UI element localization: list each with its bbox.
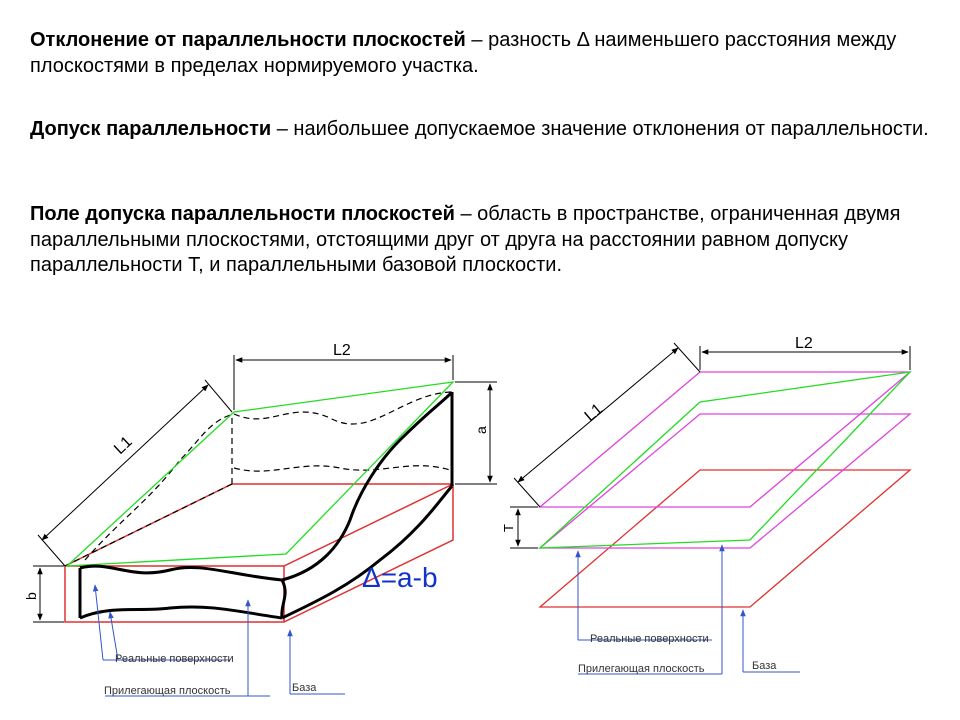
text-tolerance: – наибольшее допускаемое значение отклонения от параллельности. <box>271 118 929 140</box>
left-hidden-lines <box>65 392 450 566</box>
right-t-label: T <box>501 524 516 532</box>
left-leaders <box>95 585 345 696</box>
text-tolerance-zone: – область в пространстве, ограниченная двумя параллельными плоскостями, отстоящими друг от друга на расстоянии равном допуску параллельности Т, и параллельными базовой плоскости. <box>30 203 901 276</box>
left-adjacent-label: Прилегающая плоскость <box>104 685 231 697</box>
right-dim-l1 <box>514 343 700 507</box>
left-dim-l2 <box>234 342 453 410</box>
left-dim-l1 <box>38 380 232 566</box>
left-real-label: Реальные поверхности <box>115 653 234 665</box>
right-figure <box>501 335 910 675</box>
left-base-plane <box>65 484 453 622</box>
right-dim-t <box>501 507 538 548</box>
term-tolerance-zone: Поле допуска параллельности плоскостей <box>30 203 455 225</box>
left-dim-b <box>23 566 64 622</box>
left-a-label: a <box>473 426 489 434</box>
left-b-label: b <box>23 592 39 600</box>
left-dim-a <box>455 382 497 484</box>
right-leaders <box>578 545 800 674</box>
right-real-label: Реальные поверхности <box>590 633 709 645</box>
left-base-label: База <box>292 682 317 694</box>
left-adjacent-plane <box>67 382 453 566</box>
right-l1-label: L1 <box>581 400 607 426</box>
text-deviation: – разность Δ наименьшего расстояния между плоскостями в пределах нормируемого участка. <box>30 29 897 77</box>
right-adjacent-label: Прилегающая плоскость <box>578 663 705 675</box>
formula: Δ=a-b <box>362 562 438 593</box>
left-figure <box>23 342 497 697</box>
right-l2-label: L2 <box>795 335 813 352</box>
right-base-label: База <box>752 660 777 672</box>
right-dim-l2 <box>700 335 910 370</box>
term-tolerance: Допуск параллельности <box>30 118 272 140</box>
right-base-plane <box>540 470 910 607</box>
left-l2-label: L2 <box>333 342 351 359</box>
left-l1-label: L1 <box>111 433 136 458</box>
term-deviation: Отклонение от параллельности плоскостей <box>30 29 466 51</box>
